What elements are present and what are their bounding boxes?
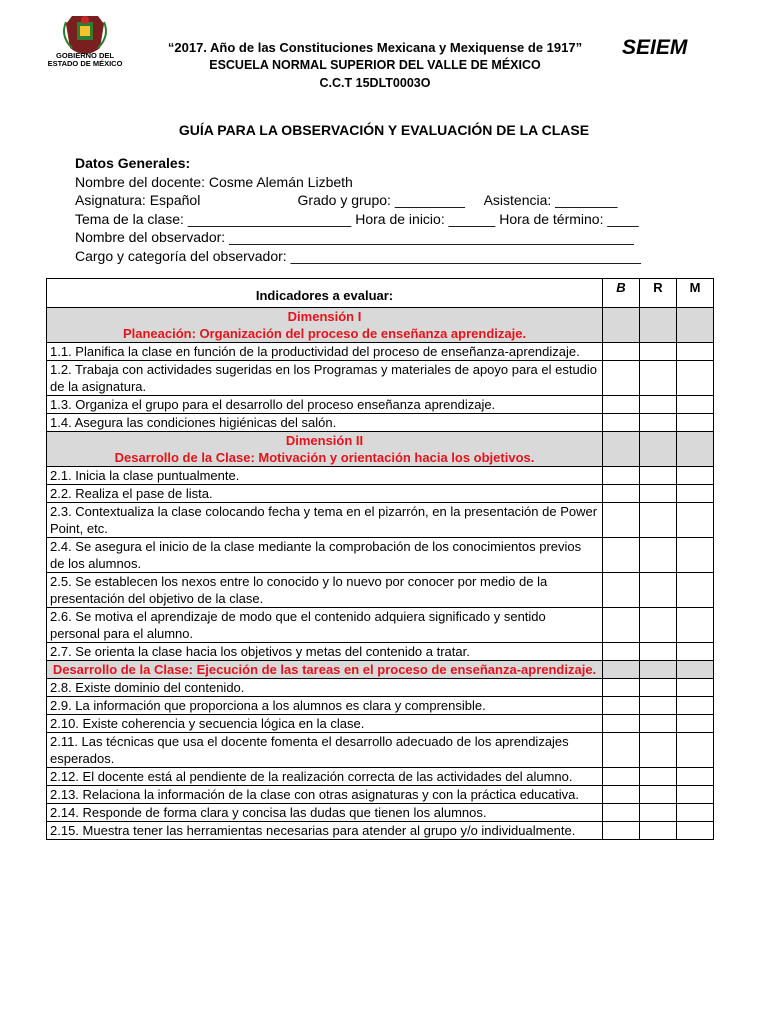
school-cct: C.C.T 15DLT0003O — [319, 76, 431, 90]
indicator-text: 2.3. Contextualiza la clase colocando fecha y tema en el pizarrón, en la presentación de Power Point, etc. — [47, 503, 603, 538]
rating-cell-r[interactable] — [640, 538, 677, 573]
indicator-text: 1.3. Organiza el grupo para el desarrollo del proceso enseñanza aprendizaje. — [47, 396, 603, 414]
table-row — [47, 414, 714, 432]
rating-cell-b[interactable] — [603, 414, 640, 432]
table-row — [47, 538, 714, 573]
rating-cell-b[interactable] — [603, 768, 640, 786]
rating-cell-b[interactable] — [603, 804, 640, 822]
indicator-text: 1.2. Trabaja con actividades sugeridas en los Programas y materiales de apoyo para el estudio de la asignatura. — [47, 361, 603, 396]
rating-cell-b[interactable] — [603, 573, 640, 608]
document-title: GUÍA PARA LA OBSERVACIÓN Y EVALUACIÓN DE LA CLASE — [178, 122, 590, 138]
dimension-3-title — [47, 661, 603, 679]
rating-cell-m[interactable] — [677, 414, 714, 432]
dimension-2-label: Dimensión II — [285, 433, 364, 448]
rating-cell-r[interactable] — [640, 485, 677, 503]
rating-cell-m[interactable] — [677, 804, 714, 822]
rating-cell-b[interactable] — [603, 786, 640, 804]
rating-cell-r[interactable] — [640, 679, 677, 697]
rating-cell-m[interactable] — [677, 786, 714, 804]
rating-cell-r[interactable] — [640, 467, 677, 485]
rating-cell-b[interactable] — [603, 679, 640, 697]
rating-cell-m[interactable] — [677, 503, 714, 538]
indicator-text: 2.2. Realiza el pase de lista. — [47, 485, 603, 503]
logo-caption — [40, 52, 130, 68]
rating-cell-m[interactable] — [677, 361, 714, 396]
indicator-text: 2.10. Existe coherencia y secuencia lógica en la clase. — [47, 715, 603, 733]
rating-cell-m[interactable] — [677, 697, 714, 715]
table-row — [47, 573, 714, 608]
seiem-brand: SEIEM — [622, 36, 688, 59]
table-row — [47, 485, 714, 503]
rating-cell-b[interactable] — [603, 822, 640, 840]
indicator-text: 2.11. Las técnicas que usa el docente fomenta el desarrollo adecuado de los aprendizajes esperados. — [47, 733, 603, 768]
table-row — [47, 733, 714, 768]
indicator-text: 1.1. Planifica la clase en función de la productividad del proceso de enseñanza-aprendizaje. — [47, 343, 603, 361]
indicator-text: 2.1. Inicia la clase puntualmente. — [47, 467, 603, 485]
rating-cell-r[interactable] — [640, 343, 677, 361]
rating-cell-r[interactable] — [640, 822, 677, 840]
rating-cell-r[interactable] — [640, 414, 677, 432]
rating-cell-m[interactable] — [677, 643, 714, 661]
table-row — [47, 822, 714, 840]
table-row — [47, 697, 714, 715]
rating-cell-b[interactable] — [603, 643, 640, 661]
rating-cell-b[interactable] — [603, 608, 640, 643]
rating-cell-m[interactable] — [677, 396, 714, 414]
observer-name-line: Nombre del observador: ____________________________________________________ — [75, 229, 634, 245]
rating-cell-r[interactable] — [640, 643, 677, 661]
dimension-2-title — [47, 432, 603, 467]
rating-cell-r[interactable] — [640, 715, 677, 733]
rating-cell-b[interactable] — [603, 343, 640, 361]
rating-cell-m[interactable] — [677, 573, 714, 608]
dimension-row — [47, 432, 714, 467]
rating-cell-m[interactable] — [677, 679, 714, 697]
table-row — [47, 361, 714, 396]
rating-cell-r[interactable] — [640, 733, 677, 768]
rating-cell-r[interactable] — [640, 608, 677, 643]
table-row — [47, 608, 714, 643]
logo-caption-line-2: ESTADO DE MÉXICO — [47, 59, 123, 68]
indicator-text: 2.8. Existe dominio del contenido. — [47, 679, 603, 697]
table-row — [47, 643, 714, 661]
rating-cell-b[interactable] — [603, 697, 640, 715]
indicator-text: 2.14. Responde de forma clara y concisa las dudas que tienen los alumnos. — [47, 804, 603, 822]
rating-cell-m[interactable] — [677, 608, 714, 643]
table-row — [47, 679, 714, 697]
rating-cell-b[interactable] — [603, 485, 640, 503]
rating-cell-m[interactable] — [677, 467, 714, 485]
rating-cell-r[interactable] — [640, 503, 677, 538]
topic-line: Tema de la clase: _____________________ Hora de inicio: ______ Hora de término: ____ — [75, 210, 639, 227]
column-r-header: R — [640, 279, 677, 308]
table-row — [47, 343, 714, 361]
dimension-1-description: Planeación: Organización del proceso de enseñanza aprendizaje. — [122, 326, 527, 341]
dimension-3-description: Desarrollo de la Clase: Ejecución de las tareas en el proceso de enseñanza-aprendizaje. — [52, 662, 597, 677]
rating-cell-m[interactable] — [677, 822, 714, 840]
rating-cell-r[interactable] — [640, 786, 677, 804]
rating-cell-b[interactable] — [603, 396, 640, 414]
rating-cell-m[interactable] — [677, 768, 714, 786]
dimension-row — [47, 661, 714, 679]
rating-cell-b[interactable] — [603, 503, 640, 538]
indicator-text: 1.4. Asegura las condiciones higiénicas del salón. — [47, 414, 603, 432]
rating-cell-b[interactable] — [603, 715, 640, 733]
logo-caption-line-1: GOBIERNO DEL — [56, 51, 114, 60]
table-row — [47, 804, 714, 822]
rating-cell-r[interactable] — [640, 768, 677, 786]
rating-cell-b[interactable] — [603, 467, 640, 485]
table-row — [47, 396, 714, 414]
rating-cell-b[interactable] — [603, 361, 640, 396]
general-data — [75, 154, 641, 265]
document-header — [0, 0, 768, 110]
rating-cell-m[interactable] — [677, 538, 714, 573]
indicator-text: 2.7. Se orienta la clase hacia los objetivos y metas del contenido a tratar. — [47, 643, 603, 661]
rating-cell-m[interactable] — [677, 343, 714, 361]
indicator-text: 2.13. Relaciona la información de la clase con otras asignaturas y con la práctica educativa. — [47, 786, 603, 804]
indicator-text: 2.4. Se asegura el inicio de la clase mediante la comprobación de los conocimientos previos de los alumnos. — [47, 538, 603, 573]
table-row — [47, 715, 714, 733]
subject-line: Asignatura: Español Grado y grupo: _________ Asistencia: ________ — [75, 192, 618, 208]
rating-cell-m[interactable] — [677, 733, 714, 768]
indicator-text: 2.15. Muestra tener las herramientas necesarias para atender al grupo y/o individualmente. — [47, 822, 603, 840]
general-data-heading: Datos Generales: — [75, 155, 191, 171]
observer-role-line: Cargo y categoría del observador: _____________________________________________ — [75, 247, 641, 264]
table-row — [47, 467, 714, 485]
rating-cell-r[interactable] — [640, 804, 677, 822]
rating-cell-r[interactable] — [640, 361, 677, 396]
indicator-text: 2.5. Se establecen los nexos entre lo conocido y lo nuevo por conocer por medio de la presentación del objetivo de la clase. — [47, 573, 603, 608]
column-b-header: B — [603, 279, 640, 308]
rating-cell-m[interactable] — [677, 715, 714, 733]
indicator-text: 2.6. Se motiva el aprendizaje de modo que el contenido adquiera significado y sentido personal para el alumno. — [47, 608, 603, 643]
table-row — [47, 786, 714, 804]
rating-cell-r[interactable] — [640, 396, 677, 414]
indicator-text: 2.9. La información que proporciona a los alumnos es clara y comprensible. — [47, 697, 603, 715]
dimension-row — [47, 308, 714, 343]
table-header-row — [47, 279, 714, 308]
evaluation-table — [46, 278, 714, 840]
rating-cell-m[interactable] — [677, 485, 714, 503]
dimension-1-title — [47, 308, 603, 343]
rating-cell-b[interactable] — [603, 538, 640, 573]
rating-cell-r[interactable] — [640, 573, 677, 608]
dimension-1-label: Dimensión I — [287, 309, 362, 324]
teacher-name-line: Nombre del docente: Cosme Alemán Lizbeth — [75, 173, 353, 190]
school-name: ESCUELA NORMAL SUPERIOR DEL VALLE DE MÉXICO — [209, 58, 541, 72]
table-row — [47, 503, 714, 538]
table-row — [47, 768, 714, 786]
column-m-header: M — [677, 279, 714, 308]
indicator-text: 2.12. El docente está al pendiente de la realización correcta de las actividades del alumno. — [47, 768, 603, 786]
motto: “2017. Año de las Constituciones Mexicana y Mexiquense de 1917” — [167, 40, 583, 55]
rating-cell-r[interactable] — [640, 697, 677, 715]
dimension-2-description: Desarrollo de la Clase: Motivación y orientación hacia los objetivos. — [114, 450, 535, 465]
rating-cell-b[interactable] — [603, 733, 640, 768]
indicators-header: Indicadores a evaluar: — [47, 279, 603, 308]
